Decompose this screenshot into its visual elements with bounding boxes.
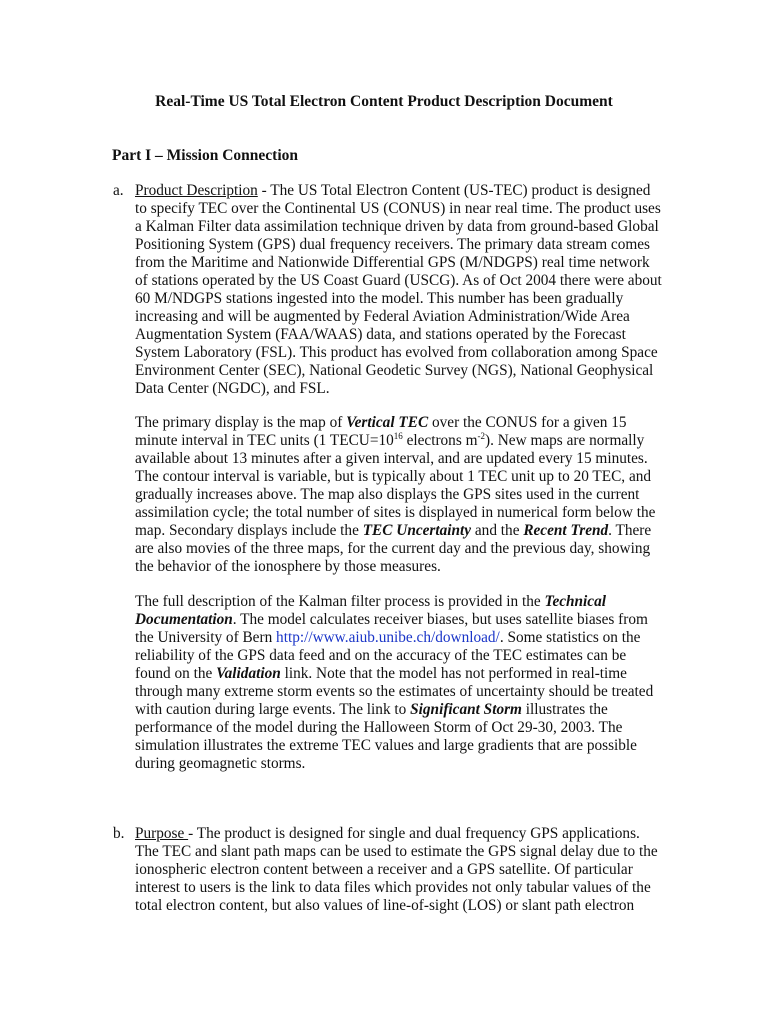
paragraph-line: performance of the model during the Halloween Storm of Oct 29-30, 2003. The — [135, 719, 623, 736]
recent-trend-term: Recent Trend — [523, 522, 609, 539]
paragraph-line: increasing and will be augmented by Federal Aviation Administration/Wide Area — [135, 308, 630, 325]
paragraph-line: System Laboratory (FSL). This product has evolved from collaboration among Space — [135, 344, 658, 361]
section-b-heading: Purpose — [135, 825, 189, 842]
paragraph-line: gradually increases above. The map also displays the GPS sites used in the current — [135, 486, 640, 503]
paragraph-line: from the Maritime and Nationwide Differential GPS (M/NDGPS) real time network — [135, 254, 650, 271]
paragraph-line: minute interval in TEC units (1 $TECU=10^{16}$ electrons $m^{-2}$). New maps are normally — [135, 431, 645, 449]
technical-term: Technical — [544, 593, 606, 610]
paragraph-line: the behavior of the ionosphere by those measures. — [135, 558, 441, 575]
paragraph-line: during geomagnetic storms. — [135, 755, 306, 772]
tec-uncertainty-term: TEC Uncertainty — [362, 522, 472, 539]
paragraph-line: assimilation cycle; the total number of sites is displayed in numerical form below the — [135, 504, 656, 521]
paragraph-line: to specify TEC over the Continental US (CONUS) in near real time. The product uses — [135, 200, 661, 217]
paragraph-line: Data Center (NGDC), and FSL. — [135, 380, 330, 397]
paragraph-line: of stations operated by the US Coast Guard (USCG). As of Oct 2004 there were about — [135, 272, 662, 289]
section-b-paragraph — [135, 825, 695, 915]
paragraph-line: Positioning System (GPS) dual frequency receivers. The primary data stream comes — [135, 236, 651, 253]
documentation-term: Documentation — [135, 611, 233, 628]
paragraph-line: The contour interval is variable, but is typically about 1 TEC unit up to 20 TEC, and — [135, 468, 652, 485]
section-a-heading: Product Description — [135, 182, 258, 199]
part-heading: Part I – Mission Connection — [112, 147, 298, 164]
paragraph-line: total electron content, but also values of line-of-sight (LOS) or slant path electron — [135, 897, 635, 914]
paragraph-line: 60 M/NDGPS stations ingested into the model. This number has been gradually — [135, 290, 624, 307]
paragraph-line: reliability of the GPS data feed and on the accuracy of the TEC estimates can be — [135, 647, 627, 664]
paragraph-line: Documentation. The model calculates receiver biases, but uses satellite biases from — [135, 611, 648, 628]
paragraph-line: simulation illustrates the extreme TEC values and large gradients that are possible — [135, 737, 637, 754]
significant-storm-term: Significant Storm — [410, 701, 522, 718]
paragraph-line: found on the Validation link. Note that the model has not performed in real-time — [135, 665, 627, 682]
vertical-tec-term: Vertical TEC — [346, 414, 429, 431]
section-b-marker: b. — [113, 825, 125, 842]
paragraph-line: interest to users is the link to data files which provides not only tabular values of the — [135, 879, 651, 896]
paragraph-line: The full description of the Kalman filter process is provided in the Technical — [135, 593, 606, 610]
aiub-download-link[interactable]: http://www.aiub.unibe.ch/download/ — [276, 629, 500, 646]
document-title: Real-Time US Total Electron Content Product Description Document — [155, 93, 613, 110]
paragraph-line: The primary display is the map of Vertical TEC over the CONUS for a given 15 — [135, 414, 627, 431]
paragraph-line: a Kalman Filter data assimilation technique driven by data from ground-based Global — [135, 218, 659, 235]
section-a-paragraph-3 — [135, 593, 695, 773]
paragraph-line: available about 13 minutes after a given interval, and are updated every 15 minutes. — [135, 450, 648, 467]
validation-term: Validation — [216, 665, 281, 682]
section-a-paragraph-2 — [135, 414, 695, 576]
paragraph-line: Purpose - The product is designed for single and dual frequency GPS applications. — [135, 825, 640, 842]
paragraph-line: through many extreme storm events so the estimates of uncertainty should be treated — [135, 683, 654, 700]
paragraph-line: are also movies of the three maps, for the current day and the previous day, showing — [135, 540, 651, 557]
paragraph-line: the University of Bern http://www.aiub.unibe.ch/download/. Some statistics on the — [135, 629, 641, 646]
paragraph-line: Product Description - The US Total Electron Content (US-TEC) product is designed — [135, 182, 651, 199]
paragraph-line: Environment Center (SEC), National Geodetic Survey (NGS), National Geophysical — [135, 362, 654, 379]
paragraph-line: map. Secondary displays include the TEC Uncertainty and the Recent Trend. There — [135, 522, 652, 539]
paragraph-line: with caution during large events. The link to Significant Storm illustrates the — [135, 701, 608, 718]
paragraph-line: ionospheric electron content between a receiver and a GPS satellite. Of particular — [135, 861, 633, 878]
paragraph-line: Augmentation System (FAA/WAAS) data, and stations operated by the Forecast — [135, 326, 626, 343]
section-a-paragraph-1 — [135, 182, 695, 398]
paragraph-line: The TEC and slant path maps can be used to estimate the GPS signal delay due to the — [135, 843, 658, 860]
section-a-marker: a. — [113, 182, 124, 199]
